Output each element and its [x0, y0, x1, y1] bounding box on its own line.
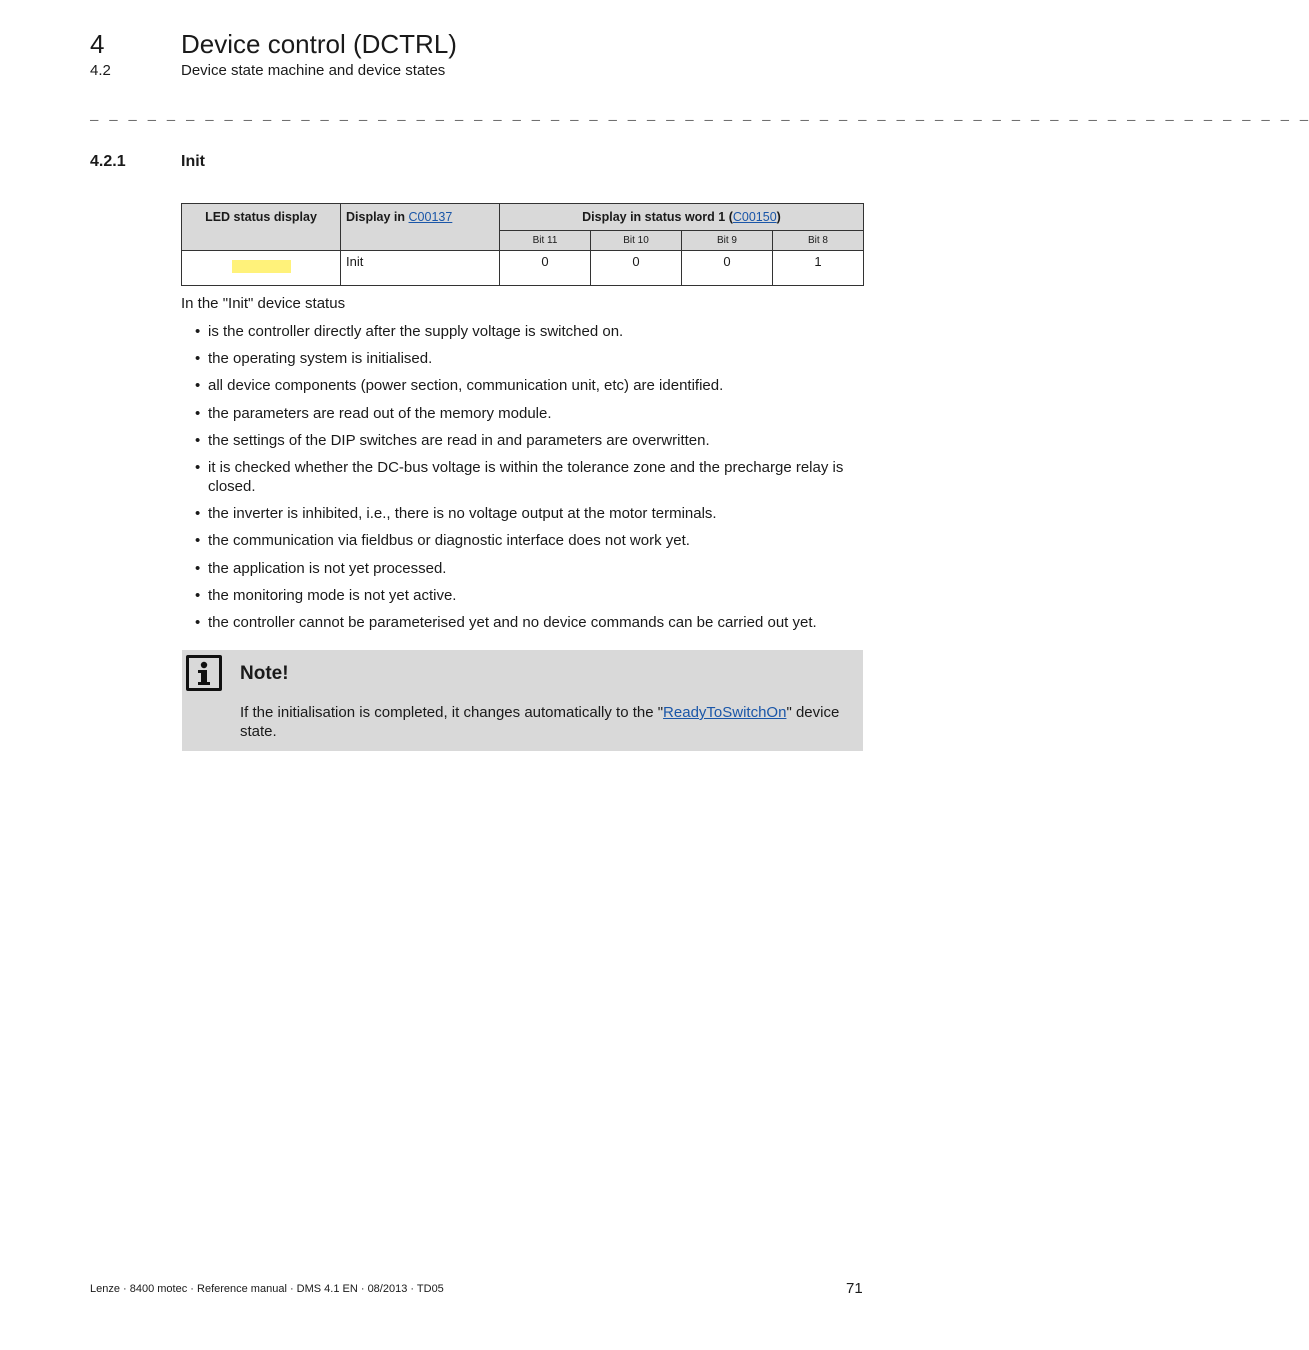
header-led-status: [182, 204, 341, 251]
bullet-icon: •: [195, 559, 201, 577]
bit-8-value: 1: [773, 251, 864, 286]
bit-10-label: Bit 10: [591, 231, 682, 251]
list-item-text: all device components (power section, communication unit, etc) are identified.: [208, 377, 724, 395]
list-item: [181, 349, 866, 368]
table-row: [182, 251, 864, 286]
info-icon: [186, 655, 222, 691]
note-text-before: If the initialisation is completed, it changes automatically to the ": [240, 704, 664, 721]
status-table: [181, 203, 864, 286]
note-text: [240, 703, 852, 741]
page-number: 71: [846, 1280, 863, 1297]
list-item-text: the parameters are read out of the memory module.: [208, 404, 552, 422]
list-item-text: the monitoring mode is not yet active.: [208, 586, 457, 604]
bullet-icon: •: [195, 377, 201, 395]
led-cell: [182, 251, 341, 286]
bullet-icon: •: [195, 431, 201, 449]
header-status-word: [500, 204, 864, 231]
bullet-icon: •: [195, 532, 201, 550]
list-item: [181, 322, 866, 341]
bit-11-value: 0: [500, 251, 591, 286]
header-led-label: LED status display: [205, 210, 317, 224]
header-divider: _ _ _ _ _ _ _ _ _ _ _ _ _ _ _ _ _ _ _ _ _ _ _ _ _ _ _ _ _ _ _ _ _ _ _ _ _ _ _ _ _ _ _ _ _ _ _ _ _ _ _ _ _ _ _ _ _ _ _ _ _ _ _ _: [90, 108, 1309, 124]
c00150-link[interactable]: C00150: [732, 210, 777, 224]
table-header-row: [182, 204, 864, 231]
subsection-title: Init: [181, 153, 205, 170]
note-title: Note!: [240, 663, 289, 684]
bullet-icon: •: [195, 404, 201, 422]
bit-9-value: 0: [682, 251, 773, 286]
list-item-text: is the controller directly after the supply voltage is switched on.: [208, 323, 624, 340]
list-item: [181, 559, 866, 578]
bullet-icon: •: [195, 323, 201, 340]
bullet-icon: •: [195, 613, 201, 631]
list-item-text: the controller cannot be parameterised yet and no device commands can be carried out yet.: [208, 613, 817, 631]
list-item-text: the inverter is inhibited, i.e., there is no voltage output at the motor terminals.: [208, 505, 717, 523]
c00137-link[interactable]: C00137: [408, 210, 453, 224]
chapter-number: 4: [90, 29, 105, 59]
list-item: [181, 376, 866, 395]
bullet-icon: •: [195, 586, 201, 604]
list-item: [181, 431, 866, 450]
list-item: [181, 531, 866, 550]
chapter-title: Device control (DCTRL): [181, 29, 457, 59]
intro-text: In the "Init" device status: [181, 295, 346, 312]
bullet-list: [181, 322, 866, 640]
list-item-text: the application is not yet processed.: [208, 559, 447, 577]
bullet-icon: •: [195, 458, 201, 476]
bit-8-label: Bit 8: [773, 231, 864, 251]
led-yellow-indicator: [232, 260, 291, 273]
footer-text: Lenze · 8400 motec · Reference manual · DMS 4.1 EN · 08/2013 · TD05: [90, 1283, 444, 1295]
bit-10-value: 0: [591, 251, 682, 286]
note-box: [182, 650, 863, 751]
section-title: Device state machine and device states: [181, 62, 446, 79]
subsection-number: 4.2.1: [90, 153, 126, 170]
header-display: [341, 204, 500, 251]
list-item-text: it is checked whether the DC-bus voltage is within the tolerance zone and the precharge relay is closed.: [208, 458, 844, 495]
header-status-label: Display in status word 1 (: [582, 210, 733, 224]
bullet-icon: •: [195, 505, 201, 523]
list-item: [181, 458, 866, 496]
list-item: [181, 404, 866, 423]
header-display-label: Display in: [346, 210, 409, 224]
note-text-after: " device state.: [240, 704, 840, 740]
list-item: [181, 586, 866, 605]
header-status-suffix: ): [776, 210, 781, 224]
list-item-text: the settings of the DIP switches are read in and parameters are overwritten.: [208, 431, 710, 449]
list-item: [181, 613, 866, 632]
bullet-icon: •: [195, 350, 201, 368]
list-item-text: the communication via fieldbus or diagnostic interface does not work yet.: [208, 532, 690, 550]
section-number: 4.2: [90, 62, 111, 79]
list-item: [181, 504, 866, 523]
ready-to-switch-on-link[interactable]: ReadyToSwitchOn: [663, 704, 787, 721]
bit-9-label: Bit 9: [682, 231, 773, 251]
list-item-text: the operating system is initialised.: [208, 350, 433, 368]
bit-11-label: Bit 11: [500, 231, 591, 251]
display-cell: Init: [341, 251, 500, 286]
